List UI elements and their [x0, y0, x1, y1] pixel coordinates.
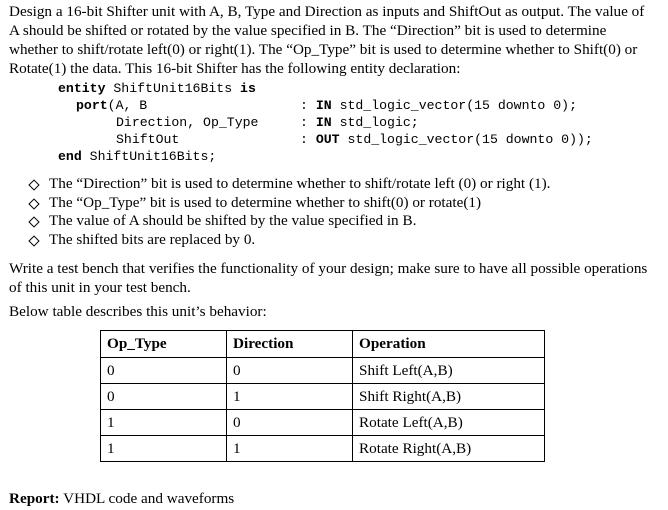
code-line-entity: [58, 80, 256, 97]
code-keyword-entity: entity: [58, 81, 106, 96]
cell-direction: 0: [227, 358, 353, 384]
cell-operation: Shift Right(A,B): [353, 384, 545, 410]
behavior-table: [100, 330, 545, 462]
list-item-text: The shifted bits are replaced by 0.: [49, 230, 256, 248]
code-line-shiftout: [116, 131, 179, 148]
code-line-end: [58, 148, 216, 165]
code-line-port-type-ab: [300, 97, 577, 114]
cell-direction: 1: [227, 436, 353, 462]
code-mode-in: IN: [315, 98, 332, 113]
cell-operation: Rotate Right(A,B): [353, 436, 545, 462]
header-operation: Operation: [353, 331, 545, 358]
table-header-row: [101, 331, 545, 358]
code-keyword-is: is: [240, 81, 256, 96]
header-direction: Direction: [227, 331, 353, 358]
cell-operation: Shift Left(A,B): [353, 358, 545, 384]
testbench-paragraph: Write a test bench that verifies the functionality of your design; make sure to have all possible operations of this unit in your test bench.: [9, 260, 648, 296]
code-keyword-port: port: [76, 98, 108, 113]
cell-op-type: 0: [101, 358, 227, 384]
list-item-text: The “Op_Type” bit is used to determine whether to shift(0) or rotate(1): [49, 193, 482, 211]
list-item-text: The “Direction” bit is used to determine whether to shift/rotate left (0) or right (1).: [49, 175, 551, 192]
list-item-text: The value of A should be shifted by the value specified in B.: [49, 212, 417, 229]
report-label: Report:: [9, 490, 60, 507]
cell-op-type: 1: [101, 436, 227, 462]
code-line-port-type-shiftout: [300, 131, 593, 148]
table-row: [101, 436, 545, 462]
cell-operation: Rotate Left(A,B): [353, 410, 545, 436]
report-line: [9, 489, 234, 508]
code-entity-name: ShiftUnit16Bits: [105, 81, 241, 96]
code-colon: :: [300, 98, 316, 113]
table-intro: Below table describes this unit’s behavior:: [9, 303, 267, 320]
list-item: [30, 194, 550, 213]
table-row: [101, 384, 545, 410]
code-port-signals-direction: Direction, Op_Type: [116, 115, 259, 130]
report-text: VHDL code and waveforms: [59, 490, 235, 507]
code-mode-in: IN: [315, 115, 332, 130]
code-line-port: [76, 97, 147, 114]
diamond-bullet-icon: [28, 198, 39, 209]
code-mode-out: OUT: [315, 132, 340, 147]
list-item: [30, 212, 550, 231]
cell-op-type: 0: [101, 384, 227, 410]
code-type-logic: std_logic;: [331, 115, 419, 130]
code-colon: :: [300, 132, 316, 147]
code-colon: :: [300, 115, 316, 130]
diamond-bullet-icon: [28, 179, 39, 190]
cell-direction: 1: [227, 384, 353, 410]
code-type-vector: std_logic_vector(15 downto 0);: [331, 98, 577, 113]
code-keyword-end: end: [58, 149, 82, 164]
code-end-name: ShiftUnit16Bits;: [81, 149, 217, 164]
diamond-bullet-icon: [28, 216, 39, 227]
code-line-direction-optype: [116, 114, 258, 131]
table-row: [101, 410, 545, 436]
header-op-type: Op_Type: [101, 331, 227, 358]
cell-op-type: 1: [101, 410, 227, 436]
intro-paragraph: Design a 16-bit Shifter unit with A, B, Type and Direction as inputs and ShiftOut as output. The value of A should be shifted or rotated by the value specified in B. The “Direction” bit is used to determine whether to shift/rotate left(0) or right(1). The “Op_Type” bit is used to determine whether to Shift(0) or Rotate(1) the data. This 16-bit Shifter has the following entity declaration:: [9, 3, 645, 77]
cell-direction: 0: [227, 410, 353, 436]
table-row: [101, 358, 545, 384]
code-port-signal-shiftout: ShiftOut: [116, 132, 180, 147]
requirements-list: [30, 175, 550, 249]
list-item: [30, 175, 550, 194]
list-item: [30, 231, 550, 250]
code-line-port-type-direction: [300, 114, 419, 131]
code-type-vector-out: std_logic_vector(15 downto 0));: [339, 132, 593, 147]
code-port-signals-ab: (A, B: [107, 98, 148, 113]
diamond-bullet-icon: [28, 235, 39, 246]
